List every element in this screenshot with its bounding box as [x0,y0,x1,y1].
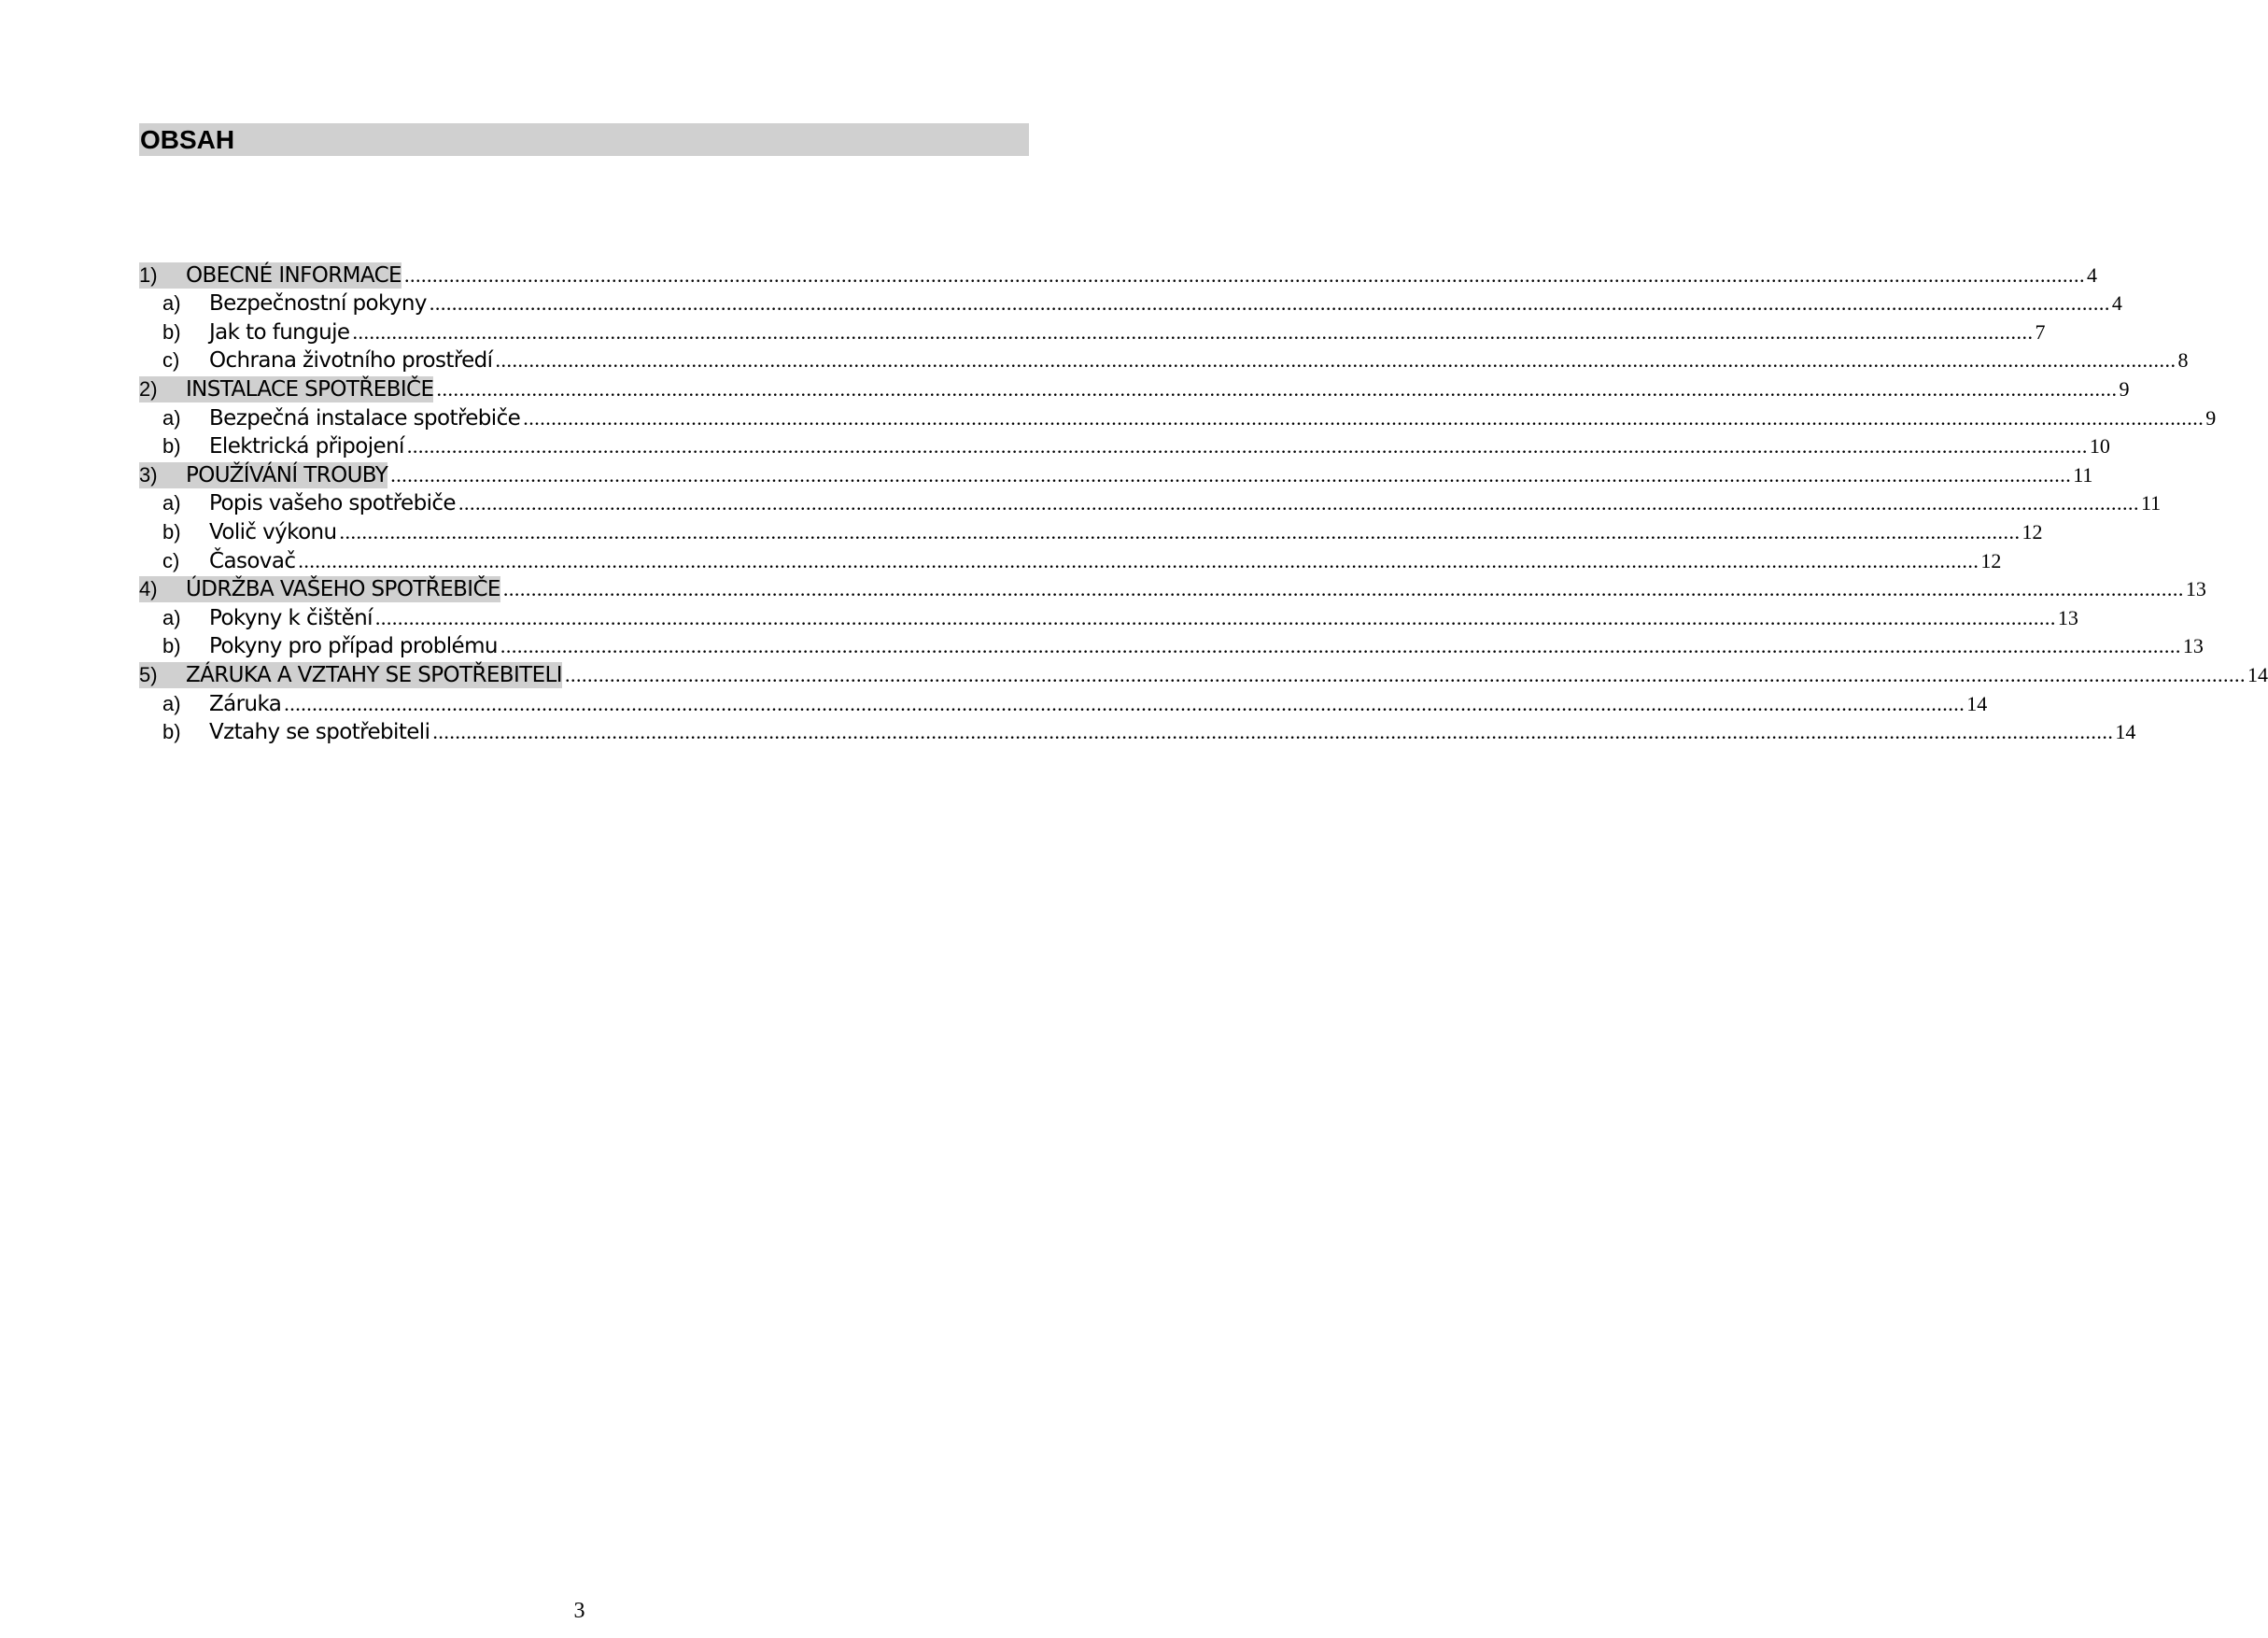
toc-leader-dots: ............................................................................................................................................................................................................................................................................................................ [406,434,2088,459]
toc-entry-number: b) [162,519,181,544]
toc-entry-label: Elektrická připojení [209,434,404,459]
toc-entry[interactable] [139,516,2043,545]
toc-entry-highlight [139,576,500,602]
toc-entry-number: c) [162,348,180,373]
toc-entry-page: 8 [2177,348,2189,373]
toc-entry-number: 1) [139,262,158,287]
page-title: OBSAH [139,123,1029,156]
toc-entry-label: POUŽÍVÁNÍ TROUBY [186,462,388,487]
toc-entry-page: 11 [2140,491,2162,515]
toc-entry-number: a) [162,405,181,430]
toc-leader-dots: ............................................................................................................................................................................................................................................................................................................ [564,662,2246,686]
toc-entry-page: 7 [2035,319,2046,344]
toc-entry[interactable] [139,459,2093,488]
toc-entry-number: a) [162,291,181,316]
toc-leader-dots: ............................................................................................................................................................................................................................................................................................................ [523,405,2205,430]
toc-entry-label: Popis vašeho spotřebiče [209,491,456,516]
toc-leader-dots: ............................................................................................................................................................................................................................................................................................................ [404,262,2085,287]
toc-entry-label: Bezpečnostní pokyny [209,291,427,317]
toc-entry-number: a) [162,491,181,515]
toc-entry-page: 14 [2115,720,2136,744]
toc-leader-dots: ............................................................................................................................................................................................................................................................................................................ [339,519,2021,544]
toc-entry[interactable] [139,574,2206,603]
toc-entry-label: Bezpečná instalace spotřebiče [209,405,521,431]
toc-entry[interactable] [139,374,2130,402]
toc-entry-number: 3) [139,462,158,487]
toc-entry-page: 4 [2111,291,2122,316]
toc-entry[interactable] [139,402,2217,431]
toc-entry[interactable] [139,545,2002,574]
toc-entry-number: a) [162,691,181,715]
toc-entry-number: b) [162,720,181,744]
toc-entry-number: b) [162,434,181,459]
toc-entry-number: 4) [139,577,158,601]
toc-entry-number: 5) [139,662,158,686]
toc-leader-dots: ............................................................................................................................................................................................................................................................................................................ [390,462,2072,487]
toc-entry[interactable] [139,431,2110,460]
toc-entry-page: 12 [1980,548,2002,572]
toc-entry-highlight [139,376,433,402]
toc-entry-label: Časovač [209,548,296,573]
toc-entry-page: 9 [2205,405,2217,430]
toc-entry-label: OBECNÉ INFORMACE [186,262,401,288]
toc-entry[interactable] [139,688,1988,717]
toc-entry-number: a) [162,605,181,629]
toc-entry-page: 9 [2119,376,2130,401]
toc-leader-dots: ............................................................................................................................................................................................................................................................................................................ [495,348,2176,373]
toc-entry[interactable] [139,659,2268,688]
toc-entry-number: c) [162,548,180,572]
toc-entry-label: Jak to funguje [209,319,350,345]
toc-entry-label: Pokyny k čištění [209,605,373,630]
toc-entry-label: Ochrana životního prostředí [209,348,493,374]
toc-entry-number: 2) [139,376,158,401]
toc-entry-page: 4 [2087,262,2097,287]
toc-entry-page: 14 [1966,691,1988,715]
toc-entry-page: 12 [2021,519,2043,544]
toc-entry-label: Záruka [209,691,282,716]
toc-entry-page: 11 [2073,462,2093,487]
toc-entry[interactable] [139,317,2046,346]
page-number: 3 [573,1599,585,1623]
toc-entry-label: ZÁRUKA A VZTAHY SE SPOTŘEBITELI [186,662,562,687]
toc-leader-dots: ............................................................................................................................................................................................................................................................................................................ [352,319,2034,344]
toc-leader-dots: ............................................................................................................................................................................................................................................................................................................ [298,548,1979,572]
toc-leader-dots: ............................................................................................................................................................................................................................................................................................................ [436,376,2118,401]
toc-entry[interactable] [139,289,2122,318]
toc-entry[interactable] [139,631,2204,660]
toc-entry[interactable] [139,717,2136,746]
toc-entry[interactable] [139,346,2189,374]
toc-entry[interactable] [139,488,2162,517]
toc-entry-number: b) [162,634,181,658]
toc-entry-page: 13 [2185,577,2206,601]
toc-leader-dots: ............................................................................................................................................................................................................................................................................................................ [284,691,1965,715]
toc-entry-label: INSTALACE SPOTŘEBIČE [186,376,434,402]
toc-entry-highlight [139,662,562,688]
toc-entry-highlight [139,462,387,488]
toc-leader-dots: ............................................................................................................................................................................................................................................................................................................ [432,720,2114,744]
toc-entry-highlight [139,262,401,289]
toc-entry-label: Volič výkonu [209,519,337,544]
toc-leader-dots: ............................................................................................................................................................................................................................................................................................................ [374,605,2056,629]
toc-entry[interactable] [139,602,2078,631]
toc-leader-dots: ............................................................................................................................................................................................................................................................................................................ [429,291,2110,316]
toc-entry-label: ÚDRŽBA VAŠEHO SPOTŘEBIČE [186,577,500,602]
toc-entry-page: 13 [2057,605,2078,629]
toc-leader-dots: ............................................................................................................................................................................................................................................................................................................ [502,577,2184,601]
toc-entry[interactable] [139,260,2097,289]
toc-leader-dots: ............................................................................................................................................................................................................................................................................................................ [458,491,2139,515]
table-of-contents [139,260,2268,745]
toc-entry-label: Vztahy se spotřebiteli [209,720,430,745]
toc-leader-dots: ............................................................................................................................................................................................................................................................................................................ [500,634,2181,658]
toc-entry-page: 14 [2247,662,2268,686]
toc-entry-number: b) [162,319,181,344]
toc-entry-page: 13 [2182,634,2204,658]
toc-entry-label: Pokyny pro případ problému [209,634,498,659]
toc-entry-page: 10 [2089,434,2110,459]
